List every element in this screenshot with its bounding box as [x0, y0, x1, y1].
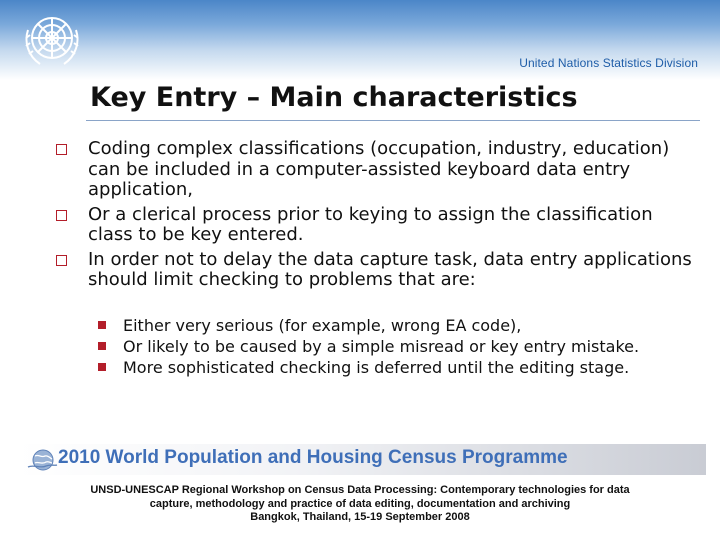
list-item [56, 250, 696, 291]
census-globe-icon [26, 447, 58, 473]
filled-square-bullet-icon [98, 363, 106, 371]
hollow-square-bullet-icon [56, 144, 67, 155]
footer-line: capture, methodology and practice of data editing, documentation and archiving [149, 497, 571, 510]
filled-square-bullet-icon [98, 321, 106, 329]
list-item [56, 139, 696, 201]
un-emblem-icon [20, 8, 84, 72]
bullet-text: Coding complex classifications (occupation, industry, education) can be included in a computer-assisted keyboard data entry application, [88, 138, 670, 200]
sub-bullet-text: Or likely to be caused by a simple misread or key entry mistake. [123, 337, 640, 356]
census-programme-banner [18, 444, 706, 475]
header-band [0, 0, 720, 80]
sub-bullet-list [98, 316, 698, 379]
bullet-text: In order not to delay the data capture task, data entry applications should limit checking to problems that are: [88, 248, 692, 290]
list-item [56, 205, 696, 246]
organization-name: United Nations Statistics Division [519, 56, 698, 70]
hollow-square-bullet-icon [56, 210, 67, 221]
sub-bullet-text: More sophisticated checking is deferred until the editing stage. [123, 358, 630, 377]
bullet-text: Or a clerical process prior to keying to assign the classification class to be key entered. [88, 203, 653, 245]
footer [0, 484, 720, 525]
sub-bullet-text: Either very serious (for example, wrong EA code), [123, 316, 522, 335]
hollow-square-bullet-icon [56, 255, 67, 266]
main-bullet-list [56, 139, 696, 295]
list-item [98, 337, 698, 357]
banner-title: 2010 World Population and Housing Census Programme [58, 447, 568, 468]
footer-line: Bangkok, Thailand, 15-19 September 2008 [250, 511, 470, 523]
list-item [98, 316, 698, 336]
slide-title: Key Entry – Main characteristics [90, 82, 578, 113]
filled-square-bullet-icon [98, 342, 106, 350]
list-item [98, 358, 698, 378]
title-divider [86, 120, 700, 121]
footer-line: UNSD-UNESCAP Regional Workshop on Census Data Processing: Contemporary technologies for data [90, 484, 630, 496]
